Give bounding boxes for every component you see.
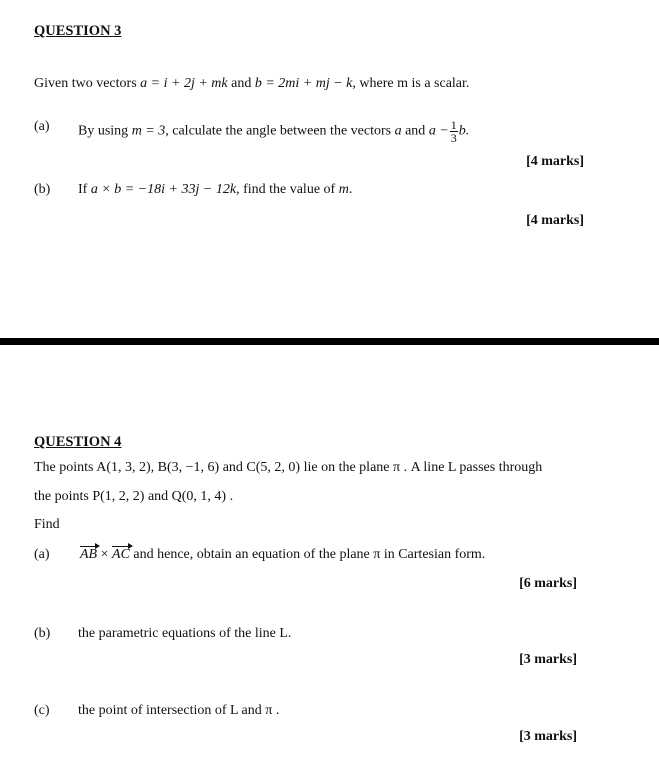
q4-line-1: The points A(1, 3, 2), B(3, −1, 6) and C(5, 2, 0) lie on the plane π . A line L passes through xyxy=(34,460,543,475)
q3-intro-suffix: , where m is a scalar. xyxy=(352,76,470,91)
q3-b-end: . xyxy=(348,182,353,197)
q3-a-vec-b: b. xyxy=(458,123,470,139)
q3-a-text2: , calculate the angle between the vectors xyxy=(165,123,395,139)
q4-part-a-marks: [6 marks] xyxy=(519,576,577,591)
q3-a-frac-den: 3 xyxy=(450,131,457,145)
q3-a-m-value: m = 3 xyxy=(131,123,166,139)
q4-part-b-marks: [3 marks] xyxy=(519,652,577,667)
q4-part-a-text xyxy=(80,547,485,563)
q3-part-a-marks: [4 marks] xyxy=(526,154,584,169)
q4-part-b-label: (b) xyxy=(34,626,51,641)
q3-part-b-text xyxy=(78,182,352,198)
q3-a-frac-num: 1 xyxy=(450,118,457,132)
q4-part-a-label: (a) xyxy=(34,547,50,562)
q3-b-text2: , find the value of xyxy=(236,182,339,197)
q3-a-text1: By using xyxy=(78,123,132,139)
q3-b-var-m: m xyxy=(338,182,349,197)
q4-part-c-marks: [3 marks] xyxy=(519,729,577,744)
q4-part-c-label: (c) xyxy=(34,703,50,718)
q3-vector-a-definition: a = i + 2j + mk xyxy=(140,76,228,91)
q3-a-vec-a: a xyxy=(394,123,402,139)
q4-line-2: the points P(1, 2, 2) and Q(0, 1, 4) . xyxy=(34,489,234,504)
question-4-heading: QUESTION 4 xyxy=(34,434,122,450)
q4-a-text: and hence, obtain an equation of the plane π in Cartesian form. xyxy=(129,547,486,562)
q3-intro-and: and xyxy=(227,76,255,91)
question-3-heading: QUESTION 3 xyxy=(34,23,122,39)
q3-part-b-label: (b) xyxy=(34,182,51,197)
q3-part-b-marks: [4 marks] xyxy=(526,213,584,228)
q3-vector-b-definition: b = 2mi + mj − k xyxy=(254,76,353,91)
q4-vector-ab: AB xyxy=(80,547,98,562)
section-divider xyxy=(0,338,659,345)
q3-b-text1: If xyxy=(78,182,91,197)
q4-vector-ac: AC xyxy=(112,547,130,562)
q3-part-a-text xyxy=(78,119,469,144)
q4-find: Find xyxy=(34,517,60,532)
q3-part-a-label: (a) xyxy=(34,119,50,134)
q4-a-times: × xyxy=(97,547,113,562)
q3-a-fraction xyxy=(450,119,458,144)
q3-a-and: and xyxy=(401,123,429,139)
q3-intro-prefix: Given two vectors xyxy=(34,76,141,91)
q4-part-b-text: the parametric equations of the line L. xyxy=(78,626,292,641)
q3-a-expr-minus: a − xyxy=(428,123,449,139)
q4-part-c-text: the point of intersection of L and π . xyxy=(78,703,280,718)
q3-b-cross-product: a × b = −18i + 33j − 12k xyxy=(90,182,237,197)
q3-intro xyxy=(34,76,469,92)
